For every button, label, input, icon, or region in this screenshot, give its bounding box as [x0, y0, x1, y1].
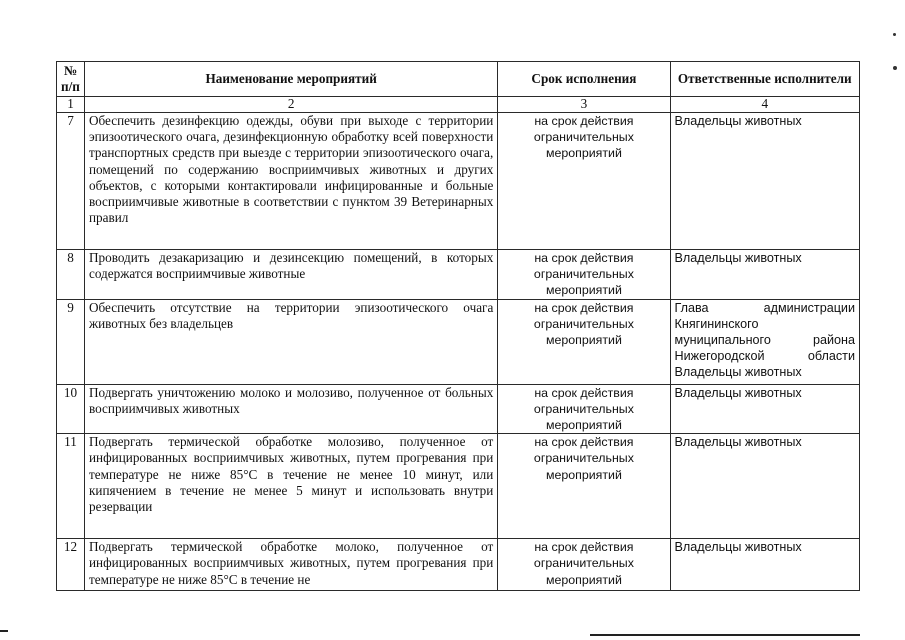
column-number-row — [57, 97, 860, 113]
table-row — [57, 250, 860, 300]
scan-edge-mark — [0, 630, 8, 632]
column-number: 2 — [84, 97, 497, 113]
header-num: № п/п — [57, 62, 85, 97]
measure-term: на срок действия ограничительных мероприятий — [498, 434, 670, 539]
scan-speck-top — [893, 33, 896, 36]
measure-term: на срок действия ограничительных мероприятий — [498, 113, 670, 250]
table-row — [57, 299, 860, 384]
table-row — [57, 539, 860, 591]
measures-table — [56, 61, 860, 591]
row-number: 8 — [57, 250, 85, 300]
measure-term: на срок действия ограничительных мероприятий — [498, 299, 670, 384]
measure-name: Подвергать термической обработке молозиво, полученное от инфицированных восприимчивых животных, путем прогревания при температуре не ниже 85°С в течение не менее 10 минут, или кипячением в течение не менее 5 минут и использовать внутри резервации — [84, 434, 497, 539]
header-term: Срок исполнения — [498, 62, 670, 97]
measure-responsible: Владельцы животных — [670, 384, 859, 434]
table-row — [57, 113, 860, 250]
measure-term: на срок действия ограничительных мероприятий — [498, 250, 670, 300]
header-name: Наименование мероприятий — [84, 62, 497, 97]
header-resp: Ответственные исполнители — [670, 62, 859, 97]
row-number: 7 — [57, 113, 85, 250]
measure-name: Обеспечить отсутствие на территории эпизоотического очага животных без владельцев — [84, 299, 497, 384]
measure-name: Подвергать уничтожению молоко и молозиво, полученное от больных восприимчивых животных — [84, 384, 497, 434]
measure-term: на срок действия ограничительных мероприятий — [498, 384, 670, 434]
row-number: 9 — [57, 299, 85, 384]
row-number: 12 — [57, 539, 85, 591]
row-number: 11 — [57, 434, 85, 539]
column-number: 3 — [498, 97, 670, 113]
measure-responsible: Владельцы животных — [670, 250, 859, 300]
scan-edge-line — [590, 634, 860, 636]
table-row — [57, 384, 860, 434]
table-row — [57, 434, 860, 539]
row-number: 10 — [57, 384, 85, 434]
table-header-row — [57, 62, 860, 97]
measure-responsible: Владельцы животных — [670, 434, 859, 539]
column-number: 1 — [57, 97, 85, 113]
measure-responsible: Владельцы животных — [670, 539, 859, 591]
measure-responsible: Владельцы животных — [670, 113, 859, 250]
column-number: 4 — [670, 97, 859, 113]
measure-responsible: Глава администрации Княгининского муниципального района Нижегородской области Владельцы животных — [670, 299, 859, 384]
measure-term: на срок действия ограничительных мероприятий — [498, 539, 670, 591]
measure-name: Проводить дезакаризацию и дезинсекцию помещений, в которых содержатся восприимчивые животные — [84, 250, 497, 300]
measure-name: Подвергать термической обработке молоко, полученное от инфицированных восприимчивых животных, путем прогревания при температуре не ниже 85°С в течение не — [84, 539, 497, 591]
scan-speck-right — [893, 66, 897, 70]
measure-name: Обеспечить дезинфекцию одежды, обуви при выходе с территории эпизоотического очага, дезинфекционную обработку всей поверхности транспортных средств при выезде с территории эпизоотического очага, помещений по содержанию восприимчивых животных и других объектов, с которыми контактировали инфицированные и больные восприимчивые животные в соответствии с пунктом 39 Ветеринарных правил — [84, 113, 497, 250]
